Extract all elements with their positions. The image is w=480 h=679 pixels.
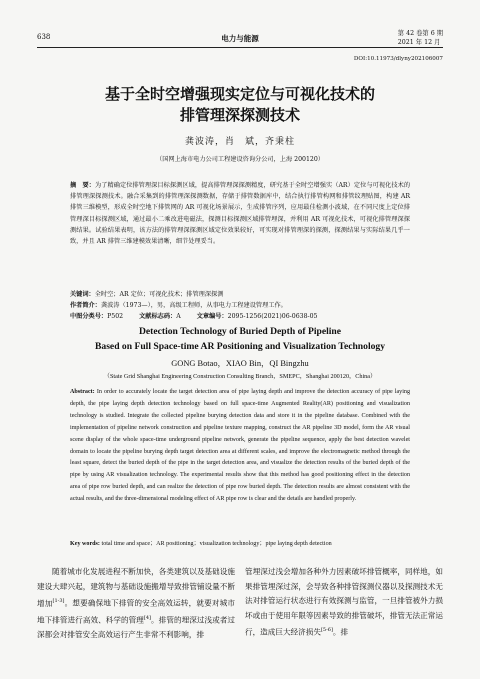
chinese-title-line1: 基于全时空增强现实定位与可视化技术的	[104, 85, 375, 103]
chinese-keywords-label: 关键词：	[70, 291, 95, 298]
body-right-text: 管埋深过浅会增加各种外力因素破坏排管概率，同样地，如果排管埋深过深，会导致各种排管探测仪器以及探测技术无法对排管运行状态进行有效探测与监管，一旦排管被外力损坏或由于使用年限等因素导致的排管破坏，排管无法正常运行，造成巨大经济损失	[245, 567, 443, 637]
volume-issue: 第 42 卷第 6 期	[397, 30, 443, 37]
chinese-abstract-text: 为了精确定位排管理深目标探测区域，提高排管理深探测精度，研究基于全时空增强实（AR）定位与可视化技术的排管理深探测技术。融合采集到的排管理深探测数据，存储于排管数据库中，结合执行排管构网和排管纹理贴图，构建 AR 排管三维模型，形成全时空地下排管网的 AR 可视化场景展示，生成排管序列，应用最佳检测小波域，在不同尺度上定位排管理深目标探测区域，通过最小二乘改进电磁法，探测目标探测区域排管埋深，并利用 AR 可视化技术，可视化排管理深探测结果。试验结果表明，该方法的排管理深探测区域定位效果较好，可实现对排管理深的探测，探测结果与实际结果几乎一致，并且 AR 排管三维建模效果清晰，细节处理妥当。	[70, 182, 411, 246]
body-right-column	[245, 565, 443, 641]
clc-value: P502	[107, 313, 124, 320]
document-code	[139, 311, 181, 322]
doc-code-value: A	[176, 313, 181, 320]
english-title-line1: Detection Technology of Buried Depth of Pipeline	[139, 326, 341, 337]
citation[interactable]: [1-3]	[52, 598, 65, 605]
body-left-text-3: 。排管的埋深过浅或者过深都会对排管安全高效运行产生非常不利影响，排	[37, 615, 235, 640]
english-authors: GONG Botao，XIAO Bin，QI Bingzhu	[171, 359, 309, 368]
body-left-column	[37, 565, 235, 643]
english-abstract-text: In order to accurately locate the target detection area of pipe laying depth and improve the detection accuracy of pipe laying depth, the pipe laying depth detection technology based on full space-time Augmented Reality(AR) positioning and visualization technology is studied. Integrate the collected pipeline burying detection data and store it in the pipeline database. Combined with the implementation of pipeline network construction and pipeline texture mapping, construct the AR pipeline 3D model, form the AR visual scene display of the whole space-time underground pipeline network, generate the pipeline sequence, apply the best detection wavelet domain to locate the pipeline burying depth target detection area at different scales, and improve the electromagnetic method through the least square, detect the buried depth of the pipe in the target detection area, and visualize the detection results of the buried depth of the pipe by using AR visualization technology. The experimental results show that this method has good positioning effect in the detection area of pipe row buried depth, and can realize the detection of pipe row buried depth. The detection results are almost consistent with the actual results, and the three-dimensional modeling effect of AR pipe row is clear and the details are handled properly.	[70, 389, 411, 503]
article-no-label: 文章编号：	[196, 313, 228, 320]
english-title-line2: Based on Full Space-time AR Positioning and Visualization Technology	[95, 341, 385, 352]
english-keywords	[70, 538, 410, 547]
citation[interactable]: [4]	[143, 615, 151, 622]
english-keywords-label: Key words:	[70, 541, 100, 547]
journal-name: 电力与能源	[221, 34, 259, 43]
body-left-text: 随着城市化发展进程不断加快，各类建筑以及基础设施建设大肆兴起，建筑物与基础设施搬增导致排管铺设量不断增加	[37, 567, 235, 608]
chinese-title	[0, 84, 480, 126]
article-number	[197, 311, 318, 322]
author-bio	[70, 300, 410, 311]
chinese-abstract-label: 摘 要：	[70, 182, 95, 189]
chinese-keywords	[70, 289, 410, 300]
chinese-abstract	[70, 180, 410, 247]
english-keywords-text: total time and space；AR positioning；visualization technology；pipe laying depth detection	[101, 541, 332, 547]
english-abstract-label: Abstract:	[70, 389, 95, 395]
clc-number	[70, 311, 123, 322]
chinese-title-line2: 排管理深探测技术	[179, 106, 300, 124]
page-number: 638	[37, 33, 51, 41]
header-rule	[37, 47, 443, 48]
chinese-keywords-text: 全时空；AR 定位；可视化技术；排管理深探测	[94, 291, 224, 298]
english-title	[0, 324, 480, 354]
issue-info	[398, 30, 443, 47]
clc-label: 中图分类号：	[70, 313, 108, 320]
author-bio-label: 作者简介：	[70, 302, 101, 309]
article-no-value: 2095-1256(2021)06-0638-05	[227, 313, 318, 320]
chinese-authors: 龚波涛，肖 斌，齐秉柱	[184, 137, 295, 147]
citation[interactable]: [5-6]	[320, 627, 333, 634]
doc-code-label: 文献标志码：	[139, 313, 177, 320]
classification-row	[70, 311, 410, 322]
english-abstract	[70, 387, 410, 506]
chinese-affiliation: （国网上海市电力公司工程建设咨询分公司，上海 200120）	[156, 156, 324, 163]
author-bio-text: 龚波涛（1973—），男，高级工程师，从事电力工程建设管理工作。	[100, 302, 287, 309]
body-left-text-2: 。想要确保地下排管的安全高效运转，就要对城市地下排管进行高效、科学的管理	[37, 598, 236, 625]
body-right-text-2: 。排	[332, 627, 349, 637]
doi: DOI:10.11973/dlyny202106007	[353, 56, 443, 62]
issue-date: 2021 年 12 月	[397, 38, 441, 46]
english-affiliation: （State Grid Shanghai Engineering Construction Consulting Branch，SMEPC，Shanghai 200120，China）	[103, 373, 377, 380]
